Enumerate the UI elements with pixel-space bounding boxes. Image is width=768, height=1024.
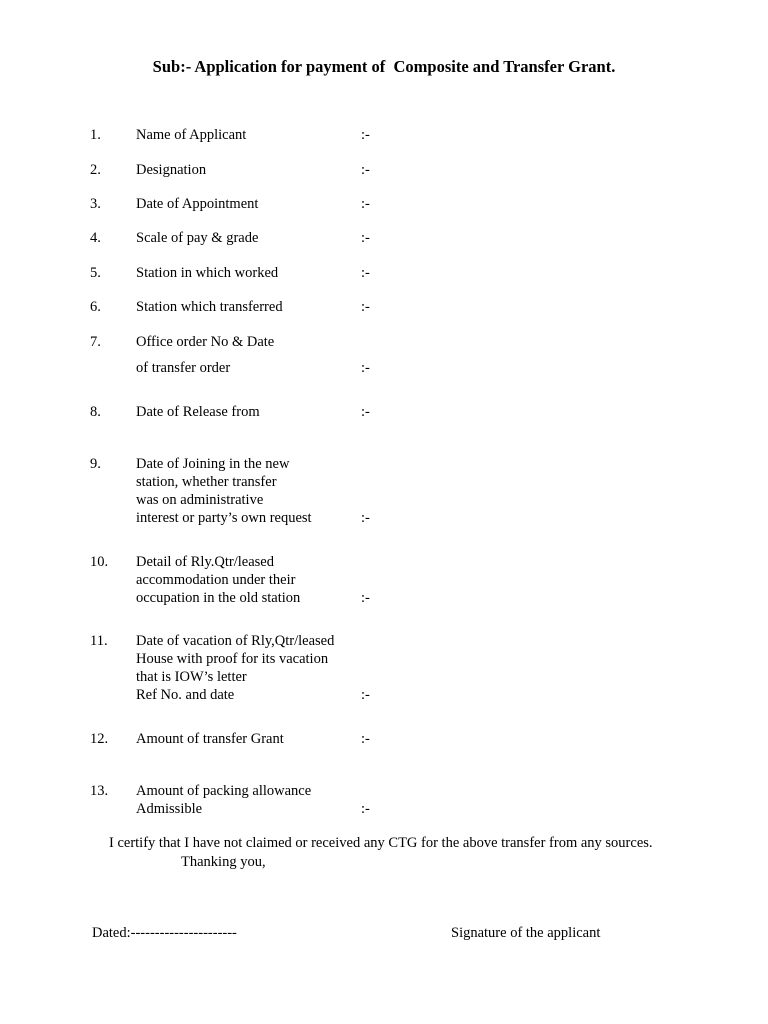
item-number: 7.: [90, 334, 101, 350]
item-colon: :-: [361, 265, 370, 281]
item-number: 1.: [90, 127, 101, 143]
page-title: Sub:- Application for payment of Composite and Transfer Grant.: [152, 57, 616, 76]
item-label-line: occupation in the old station: [136, 590, 301, 606]
item-label-line: Amount of packing allowance: [136, 783, 312, 799]
item-colon: :-: [361, 230, 370, 246]
item-label-line: House with proof for its vacation: [136, 651, 329, 667]
item-label-line: Admissible: [136, 801, 203, 817]
item-label-line: Ref No. and date: [136, 687, 235, 703]
item-label-line: station, whether transfer: [136, 474, 277, 490]
item-label-line: Date of Appointment: [136, 196, 259, 212]
item-number: 9.: [90, 456, 101, 472]
item-label-line: Scale of pay & grade: [136, 230, 259, 246]
closing-text: Thanking you,: [181, 854, 266, 870]
item-label-line: that is IOW’s letter: [136, 669, 247, 685]
item-label-line: Date of Release from: [136, 404, 260, 420]
item-label-line: Designation: [136, 162, 207, 178]
item-number: 5.: [90, 265, 101, 281]
item-number: 8.: [90, 404, 101, 420]
item-colon: :-: [361, 510, 370, 526]
signature-label: Signature of the applicant: [451, 925, 601, 941]
item-number: 11.: [90, 633, 108, 649]
item-label-line: of transfer order: [136, 360, 231, 376]
item-number: 4.: [90, 230, 101, 246]
item-label-line: Office order No & Date: [136, 334, 275, 350]
item-label-line: Name of Applicant: [136, 127, 247, 143]
item-label-line: accommodation under their: [136, 572, 296, 588]
item-label-line: Date of Joining in the new: [136, 456, 290, 472]
item-number: 10.: [90, 554, 109, 570]
item-colon: :-: [361, 404, 370, 420]
item-label-line: Detail of Rly.Qtr/leased: [136, 554, 274, 570]
item-number: 3.: [90, 196, 101, 212]
item-colon: :-: [361, 299, 370, 315]
item-label-line: Date of vacation of Rly,Qtr/leased: [136, 633, 335, 649]
item-label-line: Station in which worked: [136, 265, 279, 281]
item-colon: :-: [361, 801, 370, 817]
item-label-line: was on administrative: [136, 492, 264, 508]
item-colon: :-: [361, 127, 370, 143]
item-colon: :-: [361, 196, 370, 212]
dated-field: Dated:----------------------: [92, 925, 237, 941]
item-label-line: Station which transferred: [136, 299, 283, 315]
item-number: 2.: [90, 162, 101, 178]
item-colon: :-: [361, 731, 370, 747]
item-colon: :-: [361, 687, 370, 703]
item-label-line: Amount of transfer Grant: [136, 731, 284, 747]
item-number: 6.: [90, 299, 101, 315]
item-colon: :-: [361, 360, 370, 376]
item-number: 12.: [90, 731, 109, 747]
item-label-line: interest or party’s own request: [136, 510, 312, 526]
item-number: 13.: [90, 783, 109, 799]
item-colon: :-: [361, 590, 370, 606]
certification-text: I certify that I have not claimed or received any CTG for the above transfer from any sources.: [109, 835, 653, 851]
item-colon: :-: [361, 162, 370, 178]
